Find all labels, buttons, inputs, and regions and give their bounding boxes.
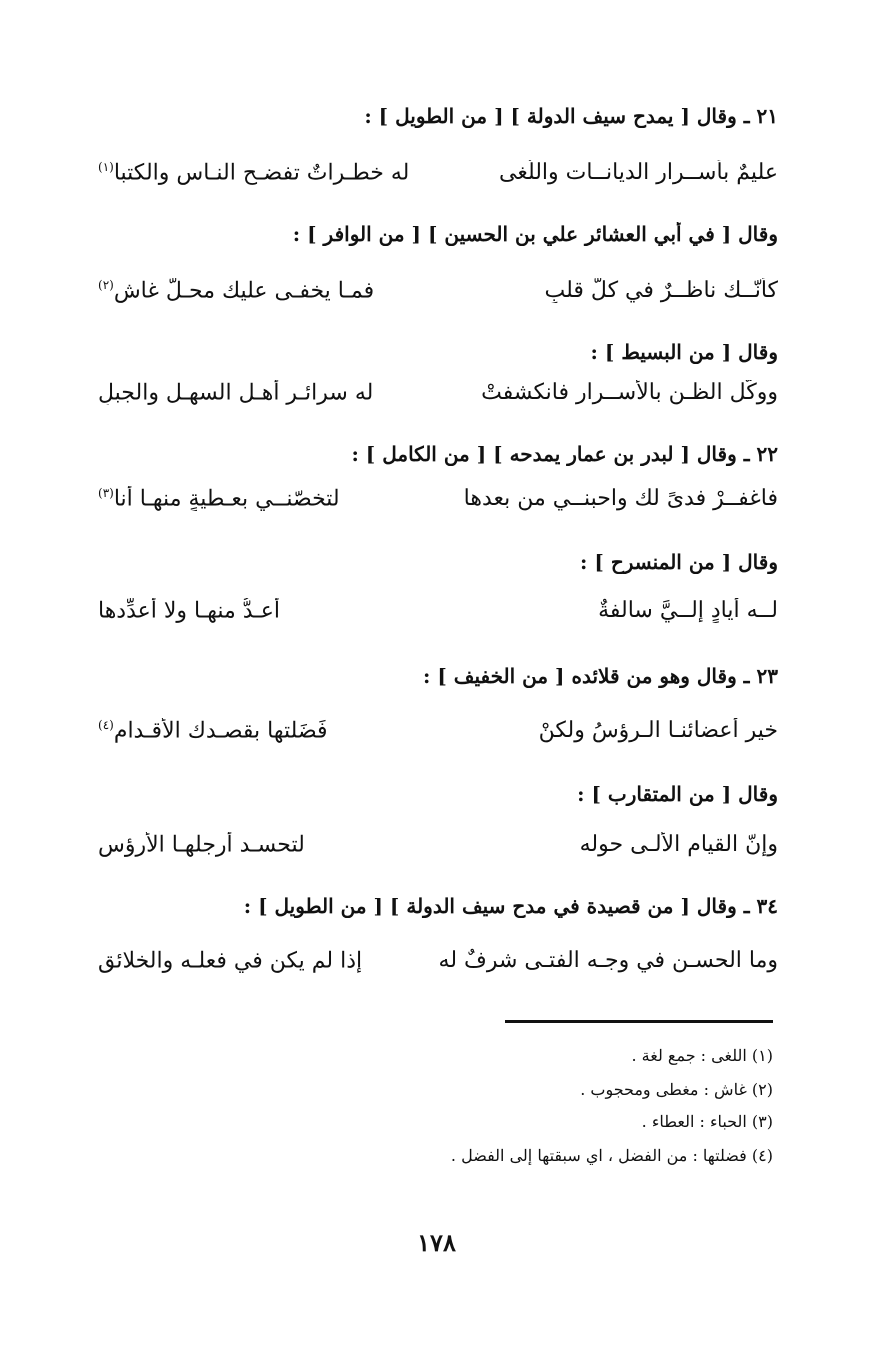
poem-heading: وقال [ في أبي العشائر علي بن الحسين ] [ من الوافر ] : bbox=[292, 222, 778, 246]
verse-line bbox=[98, 278, 778, 303]
verse-line bbox=[98, 832, 778, 857]
footnote: (١) اللغى : جمع لغة . bbox=[631, 1046, 773, 1065]
verse-second-hemistich bbox=[98, 948, 362, 973]
verse-first-hemistich: خير أعضائنـا الـرؤسُ ولكنْ bbox=[538, 718, 778, 743]
verse-first-hemistich: وما الحسـن في وجـه الفتـى شرفٌ له bbox=[438, 948, 778, 973]
poem-heading: وقال [ من البسيط ] : bbox=[590, 340, 778, 364]
verse-second-hemistich bbox=[98, 598, 280, 623]
poem-heading: وقال [ من المنسرح ] : bbox=[580, 550, 778, 574]
footnote: (٢) غاش : مغطى ومحجوب . bbox=[580, 1080, 773, 1099]
verse-line bbox=[98, 598, 778, 623]
verse-second-text: أعـدُّ منهـا ولا أعدِّدها bbox=[98, 598, 280, 624]
verse-first-hemistich: فاغفــرْ فدىً لك واحبنــي من بعدها bbox=[463, 486, 778, 511]
verse-second-text: إذا لم يكن في فعلـه والخلائق bbox=[98, 948, 363, 974]
verse-first-hemistich: كأنّــك ناظــرٌ في كلّ قلبٍ bbox=[544, 278, 778, 303]
verse-second-text: لتحسـد أرجلهـا الأرؤس bbox=[98, 832, 305, 858]
verse-second-hemistich bbox=[98, 718, 328, 743]
footnote-marker: (٢) bbox=[98, 278, 114, 292]
verse-second-text: فمـا يخفـى عليك محـلّ غاش bbox=[113, 278, 375, 304]
verse-second-text: له خطـراتٌ تفضـح النـاس والكتبا bbox=[113, 160, 410, 186]
verse-first-hemistich: عليمٌ بأســرار الديانــات واللّغى bbox=[499, 160, 778, 185]
verse-second-hemistich bbox=[98, 278, 374, 303]
poem-heading: وقال [ من المتقارب ] : bbox=[577, 782, 778, 806]
poem-heading: ٢١ ـ وقال [ يمدح سيف الدولة ] [ من الطويل ] : bbox=[364, 104, 778, 128]
footnote-divider bbox=[505, 1020, 773, 1023]
verse-first-hemistich: وإنّ القيام الألـى حوله bbox=[579, 832, 778, 857]
page-number: ١٧٨ bbox=[417, 1228, 456, 1257]
verse-second-text: فَضَلتها بقصـدك الأقـدام bbox=[113, 718, 328, 744]
verse-second-hemistich bbox=[98, 160, 409, 185]
verse-second-text: له سرائـر أهـل السهـل والجبلِ bbox=[98, 380, 374, 406]
verse-second-hemistich bbox=[98, 832, 305, 857]
verse-second-text: لتخصّنــي بعـطيةٍ منهـا أنا bbox=[113, 486, 340, 512]
poem-heading: ٣٤ ـ وقال [ من قصيدة في مدح سيف الدولة ] [ من الطويل ] : bbox=[243, 894, 778, 918]
verse-second-hemistich bbox=[98, 486, 340, 511]
verse-first-hemistich: لــه أيادٍ إلــيَّ سالفةٌ bbox=[598, 598, 778, 623]
poem-heading: ٢٢ ـ وقال [ لبدر بن عمار يمدحه ] [ من الكامل ] : bbox=[351, 442, 778, 466]
verse-second-hemistich bbox=[98, 380, 373, 405]
footnote-marker: (١) bbox=[98, 160, 114, 174]
verse-line bbox=[98, 160, 778, 185]
poem-heading: ٢٣ ـ وقال وهو من قلائده [ من الخفيف ] : bbox=[423, 664, 778, 688]
verse-line bbox=[98, 486, 778, 511]
verse-line bbox=[98, 948, 778, 973]
footnote: (٤) فضلتها : من الفضل ، اي سبقتها إلى الفضل . bbox=[450, 1146, 773, 1165]
footnote: (٣) الحباء : العطاء . bbox=[641, 1112, 773, 1131]
footnote-marker: (٤) bbox=[98, 718, 114, 732]
verse-line bbox=[98, 718, 778, 743]
verse-line bbox=[98, 380, 778, 405]
verse-first-hemistich: ووكّل الظـن بالأســرار فانكشفتْ bbox=[481, 380, 778, 405]
footnote-marker: (٣) bbox=[98, 486, 114, 500]
